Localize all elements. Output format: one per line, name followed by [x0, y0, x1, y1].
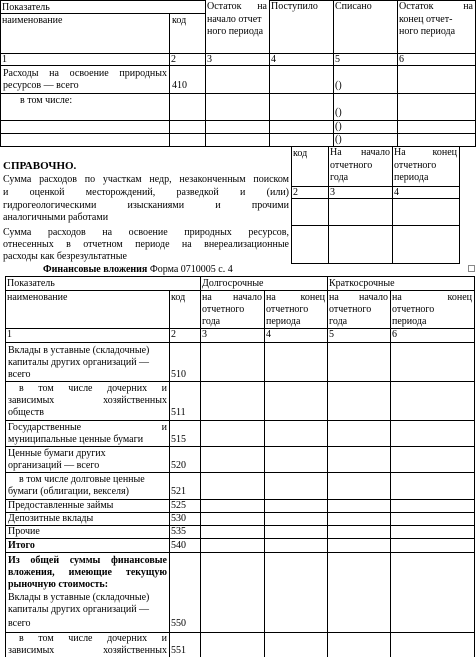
reference-col-number-2: 2 — [293, 187, 298, 198]
row-511-label-2: зависимых хозяйственных — [8, 395, 167, 406]
col-number-6: 6 — [399, 54, 404, 65]
t2-header-short-start-3: года — [329, 316, 348, 327]
reference-text-2b: отнесенных в отчетном периоде на внереализационные — [3, 239, 289, 250]
row-expenses-code: 410 — [172, 80, 187, 91]
row-515-label-2: муниципальные ценные бумаги — [8, 434, 144, 445]
col-number-4: 4 — [271, 54, 276, 65]
header-start-balance: Остаток на — [207, 1, 267, 12]
t2-col-number-2: 2 — [171, 329, 176, 340]
header-indicator: Показатель — [2, 2, 50, 13]
header-name: наименование — [2, 15, 63, 26]
row-551-label: в том числе дочерних и — [19, 633, 167, 644]
t2-header-indicator: Показатель — [7, 278, 55, 289]
form-number: Форма 0710005 с. 4 — [149, 264, 233, 275]
section-title: Финансовые вложения — [43, 264, 148, 275]
col-number-1: 1 — [2, 54, 7, 65]
row-530-label: Депозитные вклады — [8, 513, 94, 524]
reference-col-number-4: 4 — [394, 187, 399, 198]
reference-title: СПРАВОЧНО. — [3, 160, 77, 172]
row-525-label: Предоставленные займы — [8, 500, 114, 511]
col-number-5: 5 — [335, 54, 340, 65]
t2-header-short-end-3: периода — [392, 316, 427, 327]
row-including-written-off-3: () — [335, 134, 342, 145]
header-end-balance: Остаток на — [399, 1, 473, 12]
row-540-label: Итого — [8, 540, 35, 551]
reference-header-end-3: периода — [394, 172, 429, 183]
row-510-label: Вклады в уставные (складочные) — [8, 345, 150, 356]
row-including-written-off-1: () — [335, 107, 342, 118]
row-550-label-3: всего — [8, 618, 31, 629]
t2-header-long-end: на конец — [266, 292, 325, 303]
row-550-label: Вклады в уставные (складочные) — [8, 592, 150, 603]
col-number-3: 3 — [207, 54, 212, 65]
reference-text-2c: расходы как безрезультатные — [3, 251, 127, 262]
t2-header-long-end-3: периода — [266, 316, 301, 327]
header-end-balance-2: конец отчет- — [399, 14, 453, 25]
market-value-note-3: рыночную стоимость: — [8, 579, 109, 590]
market-value-note: Из общей суммы финансовые — [8, 555, 167, 566]
t2-col-number-4: 4 — [266, 329, 271, 340]
t2-col-number-6: 6 — [392, 329, 397, 340]
row-530-code: 530 — [171, 513, 186, 524]
row-540-code: 540 — [171, 540, 186, 551]
row-511-label-3: обществ — [8, 407, 45, 418]
reference-text-1: Сумма расходов по участкам недр, незаконченным поиском — [3, 174, 289, 185]
reference-header-start-2: отчетного — [330, 160, 373, 171]
t2-header-short-end-2: отчетного — [392, 304, 435, 315]
row-520-label: Ценные бумаги других — [8, 448, 106, 459]
reference-col-number-3: 3 — [330, 187, 335, 198]
t2-header-long-term: Долгосрочные — [202, 278, 264, 289]
row-expenses-written-off: () — [335, 80, 342, 91]
row-535-label: Прочие — [8, 526, 40, 537]
col-number-2: 2 — [171, 54, 176, 65]
row-515-label: Государственные и — [8, 422, 167, 433]
t2-header-short-start-2: отчетного — [329, 304, 372, 315]
row-521-label: в том числе долговые ценные — [19, 474, 145, 485]
section-heading-line — [43, 264, 233, 275]
row-521-code: 521 — [171, 486, 186, 497]
header-start-balance-2: начало отчет — [207, 14, 262, 25]
row-expenses-label: Расходы на освоение природных — [3, 68, 167, 79]
row-550-label-2: капиталы других организаций — — [8, 604, 150, 615]
row-expenses-label-2: ресурсов — всего — [3, 80, 79, 91]
reference-header-code: код — [293, 148, 308, 159]
row-515-code: 515 — [171, 434, 186, 445]
reference-header-end: На конец — [394, 147, 457, 158]
reference-header-start-3: года — [330, 172, 349, 183]
t2-header-long-start-2: отчетного — [202, 304, 245, 315]
row-520-label-2: организаций — всего — [8, 460, 100, 471]
t2-header-long-end-2: отчетного — [266, 304, 309, 315]
t2-header-short-end: на конец — [392, 292, 472, 303]
reference-text-1b: и оценкой месторождений, разведкой и (или) — [3, 187, 289, 198]
t2-header-long-start-3: года — [202, 316, 221, 327]
row-510-label-3: всего — [8, 369, 31, 380]
reference-text-1c: гидрогеологическими изысканиями и прочими — [3, 200, 289, 211]
row-520-code: 520 — [171, 460, 186, 471]
resize-marker-icon — [468, 265, 475, 272]
t2-header-short-term: Краткосрочные — [329, 278, 395, 289]
row-525-code: 525 — [171, 500, 186, 511]
reference-header-start: На начало — [330, 147, 390, 158]
header-received: Поступило — [271, 1, 318, 12]
row-521-label-2: бумаги (облигации, векселя) — [8, 486, 129, 497]
reference-text-2: Сумма расходов на освоение природных ресурсов, — [3, 227, 289, 238]
row-551-code: 551 — [171, 645, 186, 656]
row-510-label-2: капиталы других организаций — — [8, 357, 150, 368]
t2-col-number-5: 5 — [329, 329, 334, 340]
t2-header-long-start: на начало — [202, 292, 262, 303]
row-550-code: 550 — [171, 618, 186, 629]
row-510-code: 510 — [171, 369, 186, 380]
header-written-off: Списано — [335, 1, 372, 12]
row-535-code: 535 — [171, 526, 186, 537]
row-551-label-2: зависимых хозяйственных — [8, 645, 167, 656]
row-including-written-off-2: () — [335, 121, 342, 132]
t2-header-short-start: на начало — [329, 292, 388, 303]
market-value-note-2: вложения, имеющие текущую — [8, 567, 167, 578]
t2-header-name: наименование — [7, 292, 68, 303]
header-start-balance-3: ного периода — [207, 26, 264, 37]
row-511-label: в том числе дочерних и — [19, 383, 167, 394]
header-code: код — [172, 15, 187, 26]
row-including-label: в том числе: — [20, 95, 73, 106]
header-end-balance-3: ного периода — [399, 26, 456, 37]
reference-text-1d: аналогичными работами — [3, 212, 109, 223]
t2-col-number-3: 3 — [202, 329, 207, 340]
reference-header-end-2: отчетного — [394, 160, 437, 171]
row-511-code: 511 — [171, 407, 186, 418]
t2-header-code: код — [171, 292, 186, 303]
t2-col-number-1: 1 — [7, 329, 12, 340]
